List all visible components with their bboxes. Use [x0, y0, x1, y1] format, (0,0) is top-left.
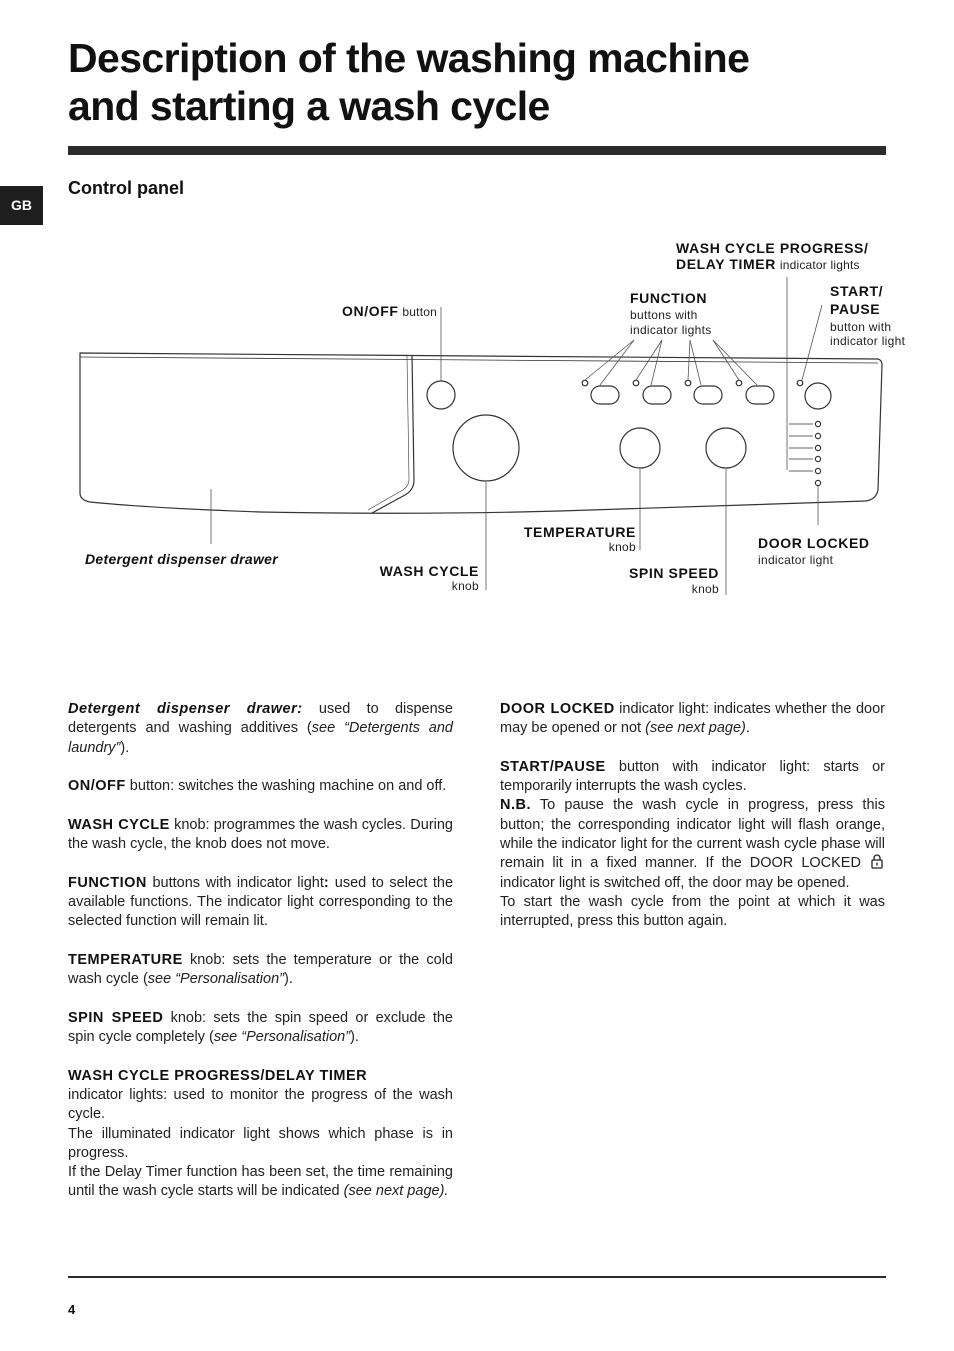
label-wash-cycle-title: WASH CYCLE: [379, 563, 479, 579]
function-button-1-shape: [591, 386, 619, 404]
spin-speed-knob-shape: [706, 428, 746, 468]
language-tab: GB: [0, 186, 43, 225]
paragraph-detergent-drawer: [68, 700, 453, 758]
ref-personalisation-2: see “Personalisation”: [213, 1029, 351, 1046]
label-spin-speed: [590, 565, 719, 597]
label-start-pause-sub-1: button with: [830, 320, 892, 334]
label-wash-cycle-progress: [676, 240, 868, 273]
page-number: 4: [68, 1302, 76, 1317]
footer-rule: [68, 1276, 886, 1278]
term-on-off: ON/OFF: [68, 778, 126, 795]
function-led-1: [582, 380, 588, 386]
term-spin-speed: SPIN SPEED: [68, 1009, 164, 1026]
label-temperature: [500, 524, 636, 555]
page-title-line-1: Description of the washing machine: [68, 35, 750, 81]
text-temperature: knob: sets the temperature or the cold wash cycle (: [68, 951, 453, 988]
label-start-pause-title-1: START/: [830, 283, 884, 299]
paragraph-spin-speed: [68, 1009, 453, 1048]
progress-led-5: [815, 468, 820, 473]
leader-function-1a: [600, 340, 634, 385]
label-door-locked-sub: indicator light: [758, 553, 834, 567]
label-start-pause-title-2: PAUSE: [830, 301, 881, 317]
panel-outline: [80, 353, 882, 513]
paragraph-progress-3: [68, 1163, 453, 1202]
paragraph-wash-cycle: [68, 816, 453, 855]
text-progress-3: If the Delay Timer function has been set, the time remaining until the wash cycle starts will be indicated: [68, 1164, 453, 1200]
paragraph-nb: [500, 796, 885, 892]
paragraph-start-pause: [500, 758, 885, 797]
control-panel-diagram: [0, 225, 954, 615]
label-start-pause: [830, 282, 905, 348]
label-temperature-sub: knob: [608, 540, 636, 554]
label-wash-cycle-progress-title: WASH CYCLE PROGRESS/: [676, 240, 869, 256]
label-detergent-drawer-title: Detergent dispenser drawer: [85, 551, 278, 567]
leader-function-2a: [651, 340, 662, 385]
text-wash-cycle: knob: programmes the wash cycles. During the wash cycle, the knob does not move.: [68, 816, 453, 853]
text-function-colon: :: [323, 874, 330, 891]
label-spin-speed-sub: knob: [691, 582, 719, 596]
paragraph-progress-title: [68, 1067, 453, 1086]
label-start-pause-sub-2: indicator light: [830, 334, 906, 348]
text-function-2: used to select the available functions. The indicator light corresponding to the selected function will remain lit.: [68, 874, 454, 930]
section-title: Control panel: [68, 178, 184, 198]
leader-function-3b: [688, 340, 690, 380]
text-nb-2: indicator light is switched off, the door may be opened.: [500, 874, 850, 891]
paragraph-on-off: [68, 777, 453, 796]
label-function-sub-1: buttons with: [630, 308, 698, 322]
start-pause-button-shape: [805, 383, 831, 409]
label-temperature-title: TEMPERATURE: [523, 524, 636, 540]
text-door-locked-end: .: [745, 720, 750, 737]
leader-function-2b: [636, 340, 662, 380]
text-nb-1: To pause the wash cycle in progress, press this button; the corresponding indicator light will flash orange, while the indicator light for the current wash cycle phase will remain lit in a fixed manner. If the DOOR LOCKED: [500, 797, 885, 872]
ref-personalisation-1: see “Personalisation”: [147, 971, 284, 988]
text-start-pause: button with indicator light: starts or temporarily interrupts the wash cycles.: [500, 758, 885, 795]
label-function-sub-2: indicator lights: [630, 323, 712, 337]
leader-function-1b: [585, 340, 634, 380]
text-door-locked: indicator light: indicates whether the door may be opened or not: [500, 701, 885, 737]
term-door-locked: DOOR LOCKED: [500, 701, 615, 717]
label-wash-cycle: [340, 563, 479, 594]
page-title: [68, 34, 908, 130]
leader-function-3a: [690, 340, 701, 385]
text-detergent-drawer-end: ).: [120, 739, 130, 756]
ref-see-next-page-1: (see next page).: [343, 1183, 449, 1200]
term-wash-cycle-progress: WASH CYCLE PROGRESS/DELAY TIMER: [68, 1067, 368, 1084]
function-button-3-shape: [694, 386, 722, 404]
leader-function-4a: [713, 340, 757, 385]
term-start-pause: START/PAUSE: [500, 758, 606, 775]
paragraph-function: [68, 874, 453, 932]
term-nb: N.B.: [500, 797, 531, 814]
term-temperature: TEMPERATURE: [68, 951, 183, 968]
function-led-4: [736, 380, 742, 386]
drawer-separator: [372, 355, 414, 513]
paragraph-door-locked: [500, 700, 885, 739]
progress-led-3: [815, 445, 820, 450]
drawer-separator-shadow: [368, 356, 409, 510]
text-spin-speed: knob: sets the spin speed or exclude the spin cycle completely (: [68, 1009, 453, 1046]
label-door-locked-title: DOOR LOCKED: [758, 535, 870, 551]
function-button-2-shape: [643, 386, 671, 404]
lock-icon: [871, 854, 883, 869]
label-door-locked: [758, 535, 870, 568]
progress-led-4: [815, 456, 820, 461]
on-off-button-shape: [427, 381, 455, 409]
paragraph-progress-2: The illuminated indicator light shows which phase is in progress.: [68, 1125, 453, 1161]
label-on-off: [300, 303, 437, 320]
paragraph-progress-1: indicator lights: used to monitor the progress of the wash cycle.: [68, 1086, 453, 1123]
paragraph-temperature: [68, 951, 453, 990]
page-title-line-2: and starting a wash cycle: [68, 83, 550, 129]
label-function-title: FUNCTION: [630, 290, 708, 306]
text-detergent-drawer: used to dispense detergents and washing additives (: [68, 701, 453, 737]
function-button-4-shape: [746, 386, 774, 404]
text-spin-speed-end: ).: [350, 1029, 359, 1046]
function-led-2: [633, 380, 639, 386]
start-pause-led: [797, 380, 803, 386]
temperature-knob-shape: [620, 428, 660, 468]
label-detergent-drawer: [85, 551, 278, 567]
ref-see-next-page-2: (see next page): [645, 720, 746, 737]
paragraph-restart: To start the wash cycle from the point at which it was interrupted, press this button again.: [500, 893, 885, 930]
leader-start-pause: [802, 305, 822, 380]
term-wash-cycle: WASH CYCLE: [68, 816, 170, 833]
label-wash-cycle-progress-sub: indicator lights: [779, 258, 860, 272]
label-on-off-sub: button: [402, 305, 437, 319]
progress-led-1: [815, 421, 820, 426]
text-function-1: buttons with indicator light: [146, 874, 324, 891]
text-temperature-end: ).: [284, 971, 293, 988]
door-locked-led: [815, 480, 820, 485]
label-function: [630, 290, 712, 338]
wash-cycle-knob-shape: [453, 415, 519, 481]
text-on-off: button: switches the washing machine on and off.: [125, 778, 447, 795]
term-function: FUNCTION: [68, 874, 147, 891]
right-column: [500, 700, 885, 932]
term-detergent-drawer: Detergent dispenser drawer:: [68, 701, 303, 717]
label-delay-timer-title: DELAY TIMER: [676, 256, 776, 272]
left-column: [68, 700, 453, 1202]
leader-function-4b: [713, 340, 739, 380]
progress-led-2: [815, 433, 820, 438]
label-spin-speed-title: SPIN SPEED: [628, 565, 719, 581]
ref-detergents-laundry: see “Detergents and laundry”: [68, 720, 453, 756]
label-wash-cycle-sub: knob: [451, 579, 479, 593]
function-led-3: [685, 380, 691, 386]
label-on-off-title: ON/OFF: [342, 303, 399, 319]
header-rule: [68, 146, 886, 155]
